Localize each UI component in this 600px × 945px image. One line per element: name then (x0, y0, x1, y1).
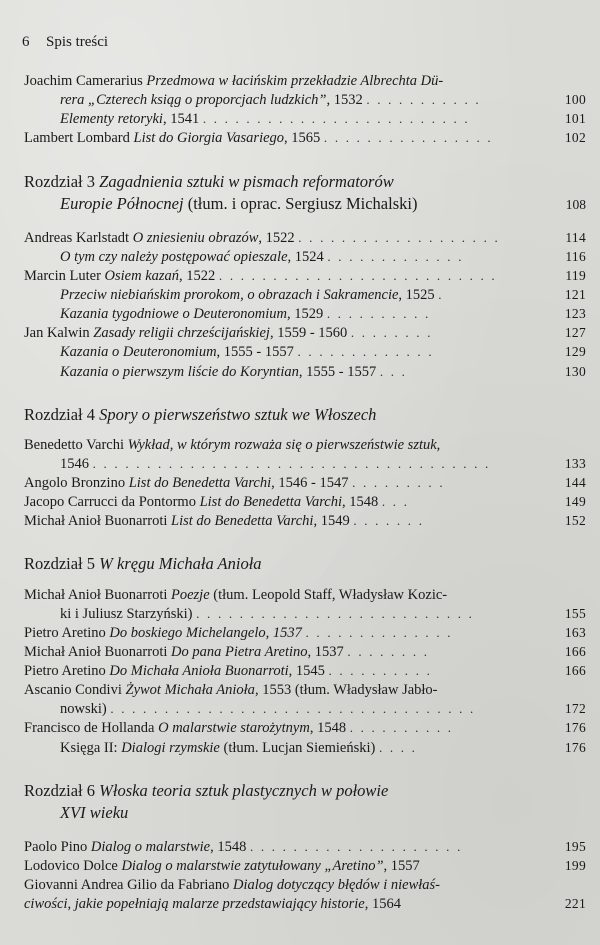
toc-page-number: 101 (564, 111, 586, 127)
toc-entry-text: Jan Kalwin Zasady religii chrześcijańskiej, 1559 - 1560 . . . . . . . . (24, 325, 433, 342)
toc-entry (14, 286, 586, 305)
toc-page-number: 163 (564, 624, 586, 640)
leader-dots: . . . . . . . . (347, 643, 430, 659)
toc-page-number: 152 (564, 513, 586, 529)
leader-dots: . . . . (378, 739, 418, 755)
toc-entry (14, 91, 586, 110)
toc-entry (14, 343, 586, 362)
toc-page-number: 123 (564, 306, 586, 322)
toc-page-number: 108 (565, 196, 586, 212)
toc-entry-text: Benedetto Varchi Wykład, w którym rozważa się o pierwszeństwie sztuk, (24, 436, 441, 453)
toc-entry-text: Francisco de Hollanda O malarstwie starożytnym, 1548 . . . . . . . . . . (24, 720, 454, 737)
leader-dots: . . . . . . . . . . . . . . (305, 624, 453, 640)
toc-entry (14, 324, 586, 343)
toc-page-number: 176 (564, 720, 586, 736)
toc-entry (14, 624, 586, 643)
toc-entry (14, 643, 586, 662)
leader-dots: . . . . . . . . . . . (366, 92, 481, 108)
toc-entry (14, 838, 586, 857)
toc-entry (14, 895, 586, 914)
toc-entry-text: Pietro Aretino Do Michała Anioła Buonarroti, 1545 . . . . . . . . . . (24, 663, 433, 680)
leader-dots: . . . . . . . . . . . . . . . . . . . . (249, 838, 463, 854)
toc-page-number: 133 (564, 455, 586, 471)
toc-entry (14, 267, 586, 286)
toc-entry (14, 229, 586, 248)
toc-entry (14, 586, 586, 605)
toc-entry-text: ki i Juliusz Starzyński) . . . . . . . . . . . . . . . . . . . . . . . . . . (60, 605, 475, 622)
toc-entry-text: Kazania o pierwszym liście do Koryntian, 1555 - 1557 . . . (60, 363, 408, 380)
toc-entry (14, 662, 586, 681)
toc-entry (14, 739, 586, 758)
toc-entry-text: Paolo Pino Dialog o malarstwie, 1548 . . . . . . . . . . . . . . . . . . . . (24, 838, 463, 855)
toc-entry (14, 72, 586, 91)
toc-section-heading: Rozdział 5 W kręgu Michała Anioła (24, 554, 262, 574)
toc-section-heading-line2: Europie Północnej (tłum. i oprac. Sergiusz Michalski) (60, 193, 418, 213)
leader-dots: . . . (381, 494, 410, 510)
toc-page-number: 166 (564, 663, 586, 679)
toc-section-heading: Rozdział 6 Włoska teoria sztuk plastycznych w połowie XVI wieku (14, 780, 586, 824)
leader-dots: . . . . . . . . . . . . . . . . . . . . . . . . . . (218, 267, 497, 283)
toc-entry (14, 305, 586, 324)
toc-entry-text: Elementy retoryki, 1541 . . . . . . . . . . . . . . . . . . . . . . . . . (60, 111, 470, 128)
toc-entry-text: Andreas Karlstadt O zniesieniu obrazów, 1522 . . . . . . . . . . . . . . . . . . . (24, 229, 500, 246)
toc-entry (14, 857, 586, 876)
toc-page-number: 176 (564, 739, 586, 755)
toc-section-heading-line2: XVI wieku (60, 802, 129, 822)
toc-entry (14, 512, 586, 531)
leader-dots: . . . . . . . . . . . . . . . . . . . . . . . . . (202, 111, 470, 127)
toc-entry (14, 110, 586, 129)
leader-dots: . . . . . . . . . . . . . . . . . . . . . . . . . . . . . . . . . . (110, 701, 476, 717)
toc-page-number: 195 (564, 838, 586, 854)
toc-entry (14, 363, 586, 382)
toc-entry-text: Ascanio Condivi Żywot Michała Anioła, 1553 (tłum. Władysław Jabło- (24, 682, 438, 699)
toc-entry-text: Marcin Luter Osiem kazań, 1522 . . . . . . . . . . . . . . . . . . . . . . . . . . (24, 267, 497, 284)
toc-entry-text: Michał Anioł Buonarroti List do Benedetta Varchi, 1549 . . . . . . . (24, 513, 425, 530)
leader-dots: . . . . . . . . . . (326, 306, 431, 322)
toc-entry (14, 455, 586, 474)
toc-entry (14, 248, 586, 267)
toc-entry-text: Przeciw niebiańskim prorokom, o obrazach i Sakramencie, 1525 . (60, 287, 444, 304)
toc-entry-text: Pietro Aretino Do boskiego Michelangelo, 1537 . . . . . . . . . . . . . . (24, 624, 453, 641)
toc-entry-text: Angolo Bronzino List do Benedetta Varchi, 1546 - 1547 . . . . . . . . . (24, 475, 445, 492)
toc-entry-text: Michał Anioł Buonarroti Do pana Pietra Aretino, 1537 . . . . . . . . (24, 643, 430, 660)
toc-page-number: 129 (564, 344, 586, 360)
toc-entry (14, 681, 586, 700)
toc-entry-text: Księga II: Dialogi rzymskie (tłum. Lucjan Siemieński) . . . . (60, 739, 418, 756)
toc-entry-text: nowski) . . . . . . . . . . . . . . . . . . . . . . . . . . . . . . . . . . (60, 701, 476, 718)
toc-page-number: 130 (564, 363, 586, 379)
toc-entry-text: Kazania tygodniowe o Deuteronomium, 1529 . . . . . . . . . . (60, 306, 431, 323)
toc-page-number: 121 (564, 287, 586, 303)
page-header (22, 34, 108, 51)
toc-section-heading: Rozdział 3 Zagadnienia sztuki w pismach reformatorów Europie Północnej (tłum. i oprac. Sergiusz Michalski) 108 (14, 171, 586, 215)
toc-entry-text: ciwości, jakie popełniają malarze przedstawiający historie, 1564 (24, 896, 401, 913)
toc-entry-text: Giovanni Andrea Gilio da Fabriano Dialog dotyczący błędów i niewłaś- (24, 877, 440, 894)
table-of-contents (14, 72, 586, 914)
toc-page-number: 155 (564, 605, 586, 621)
toc-entry-text: Kazania o Deuteronomium, 1555 - 1557 . . . . . . . . . . . . . (60, 344, 434, 361)
toc-page-number: 166 (564, 643, 586, 659)
leader-dots: . . . . . . . . . . . . . . . . . . . . . . . . . . (196, 605, 475, 621)
leader-dots: . . . . . . . (353, 513, 425, 529)
toc-page-number: 144 (564, 475, 586, 491)
toc-entry-text: 1546 . . . . . . . . . . . . . . . . . . . . . . . . . . . . . . . . . . . . . (60, 455, 491, 472)
toc-entry-text: Lambert Lombard List do Giorgia Vasariego, 1565 . . . . . . . . . . . . . . . . (24, 130, 493, 147)
toc-page-number: 114 (565, 229, 586, 245)
leader-dots: . . . . . . . . (350, 325, 433, 341)
toc-page-number: 116 (565, 248, 586, 264)
toc-page-number: 199 (564, 858, 586, 874)
leader-dots: . . . . . . . . . . . . . . . . (323, 130, 493, 146)
toc-entry (14, 700, 586, 719)
toc-section-heading: Rozdział 4 Spory o pierwszeństwo sztuk we Włoszech (24, 404, 377, 424)
toc-entry (14, 605, 586, 624)
toc-entry (14, 876, 586, 895)
toc-entry-text: Joachim Camerarius Przedmowa w łacińskim przekładzie Albrechta Dü- (24, 73, 444, 89)
leader-dots: . (438, 287, 444, 303)
toc-entry-text: Michał Anioł Buonarroti Poezje (tłum. Leopold Staff, Władysław Kozic- (24, 586, 448, 603)
toc-page-number: 100 (564, 92, 586, 108)
toc-page-number: 172 (564, 701, 586, 717)
toc-entry (14, 474, 586, 493)
leader-dots: . . . . . . . . . . . . . . . . . . . . . . . . . . . . . . . . . . . . . (92, 455, 491, 471)
leader-dots: . . . (379, 363, 408, 379)
leader-dots: . . . . . . . . . (352, 475, 445, 491)
leader-dots: . . . . . . . . . . . . . . . . . . . (298, 229, 500, 245)
toc-entry (14, 493, 586, 512)
running-head: Spis treści (46, 34, 109, 50)
toc-entry (14, 129, 586, 148)
toc-entry (14, 436, 586, 455)
toc-entry-text: Lodovico Dolce Dialog o malarstwie zatytułowany „Aretino”, 1557 (24, 858, 420, 875)
toc-page-number: 149 (564, 494, 586, 510)
leader-dots: . . . . . . . . . . (328, 663, 433, 679)
toc-page-number: 102 (564, 130, 586, 146)
toc-page-number: 119 (565, 267, 586, 283)
toc-entry-text: rera „Czterech ksiąg o proporcjach ludzkich”, 1532 . . . . . . . . . . . (60, 92, 481, 109)
leader-dots: . . . . . . . . . . . . . (297, 344, 434, 360)
folio-number: 6 (22, 34, 30, 50)
toc-page-number: 127 (564, 325, 586, 341)
toc-page-number: 221 (564, 896, 586, 912)
leader-dots: . . . . . . . . . . . . . (327, 248, 464, 264)
toc-entry-text: O tym czy należy postępować opieszale, 1524 . . . . . . . . . . . . . (60, 248, 464, 265)
toc-entry-text: Jacopo Carrucci da Pontormo List do Benedetta Varchi, 1548 . . . (24, 494, 410, 511)
leader-dots: . . . . . . . . . . (349, 720, 454, 736)
toc-entry (14, 719, 586, 738)
